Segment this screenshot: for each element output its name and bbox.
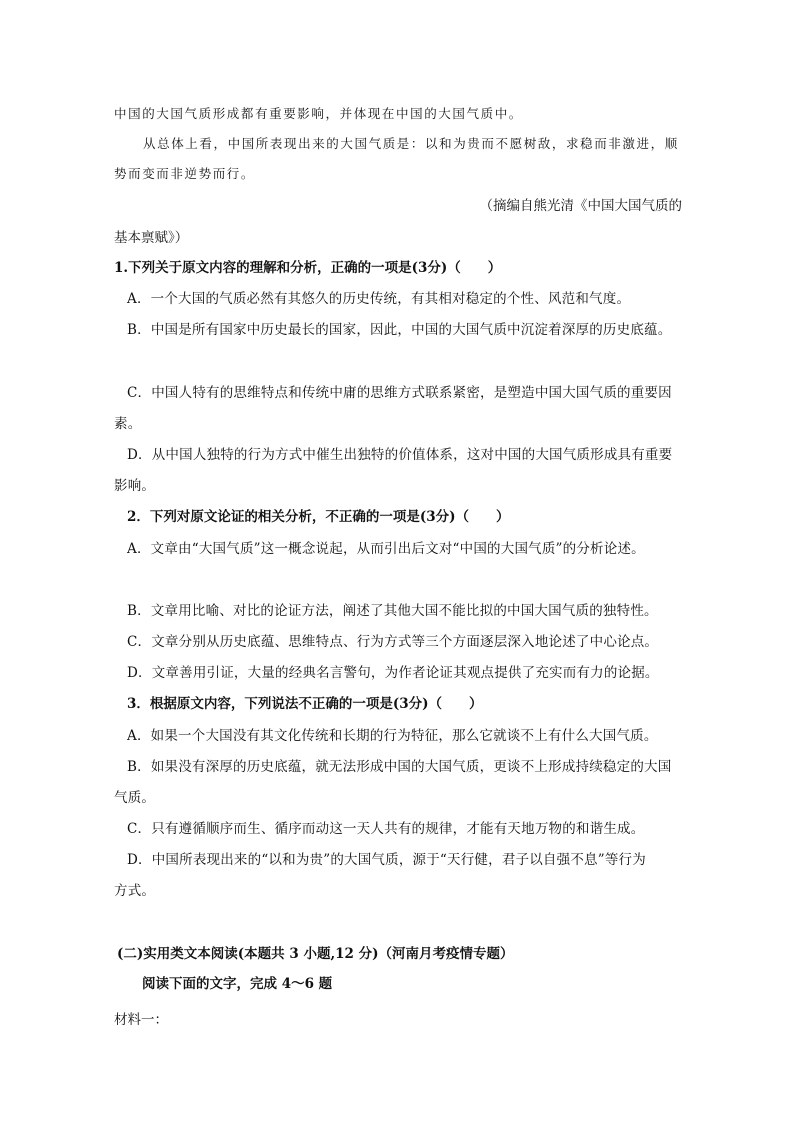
question-1-option-c-line-2: 素。 bbox=[114, 416, 142, 432]
material-label: 材料一： bbox=[114, 1012, 168, 1028]
source-citation-line-1: （摘编自熊光清《中国大国气质的 bbox=[479, 198, 682, 214]
question-3-option-c: C．只有遵循顺序而生、循序而动这一天人共有的规律，才能有天地万物的和谐生成。 bbox=[127, 821, 645, 837]
source-citation-line-2: 基本禀赋》） bbox=[114, 230, 189, 246]
question-2-option-a: A．文章由“大国气质”这一概念说起，从而引出后文对“中国的大国气质”的分析论述。 bbox=[127, 541, 645, 557]
question-2-option-c: C．文章分别从历史底蕴、思维特点、行为方式等三个方面逐层深入地论述了中心论点。 bbox=[127, 634, 659, 650]
section-instruction: 阅读下面的文字，完成 4～6 题 bbox=[142, 976, 333, 992]
question-1-stem: 1.下列关于原文内容的理解和分析，正确的一项是(3分)（ ） bbox=[114, 260, 502, 276]
question-2-option-d: D．文章善用引证，大量的经典名言警句，为作者论证其观点提供了充实而有力的论据。 bbox=[127, 665, 659, 681]
question-2-option-b: B．文章用比喻、对比的论证方法，阐述了其他大国不能比拟的中国大国气质的独特性。 bbox=[127, 603, 658, 619]
excerpt-line-2: 从总体上看，中国所表现出来的大国气质是：以和为贵而不愿树敌，求稳而非激进，顺 bbox=[143, 136, 679, 151]
question-1-option-d-line-1: D．从中国人独特的行为方式中催生出独特的价值体系，这对中国的大国气质形成具有重要 bbox=[127, 447, 673, 463]
question-1-option-d-line-2: 影响。 bbox=[114, 478, 156, 494]
excerpt-line-1: 中国的大国气质形成都有重要影响，并体现在中国的大国气质中。 bbox=[114, 106, 523, 121]
question-1-option-b: B．中国是所有国家中历史最长的国家，因此，中国的大国气质中沉淀着深厚的历史底蕴。 bbox=[127, 322, 672, 338]
question-3-option-d-line-1: D．中国所表现出来的“以和为贵”的大国气质，源于“天行健，君子以自强不息”等行为 bbox=[127, 852, 646, 868]
question-3-stem: 3．根据原文内容，下列说法不正确的一项是(3分)（ ） bbox=[127, 696, 483, 712]
question-1-option-c-line-1: C．中国人特有的思维特点和传统中庸的思维方式联系紧密，是塑造中国大国气质的重要因 bbox=[127, 385, 672, 401]
question-3-option-b-line-2: 气质。 bbox=[114, 790, 156, 806]
question-3-option-a: A．如果一个大国没有其文化传统和长期的行为特征，那么它就谈不上有什么大国气质。 bbox=[127, 728, 658, 744]
excerpt-line-3: 势而变而非逆势而行。 bbox=[114, 166, 256, 181]
question-2-stem: 2．下列对原文论证的相关分析，不正确的一项是(3分)（ ） bbox=[127, 509, 510, 525]
question-3-option-d-line-2: 方式。 bbox=[114, 883, 156, 899]
question-1-option-a: A．一个大国的气质必然有其悠久的历史传统，有其相对稳定的个性、风范和气度。 bbox=[127, 291, 631, 307]
section-heading: (二)实用类文本阅读(本题共 3 小题,12 分)（河南月考疫情专题） bbox=[117, 946, 514, 962]
question-3-option-b-line-1: B．如果没有深厚的历史底蕴，就无法形成中国的大国气质，更谈不上形成持续稳定的大国 bbox=[127, 759, 672, 775]
